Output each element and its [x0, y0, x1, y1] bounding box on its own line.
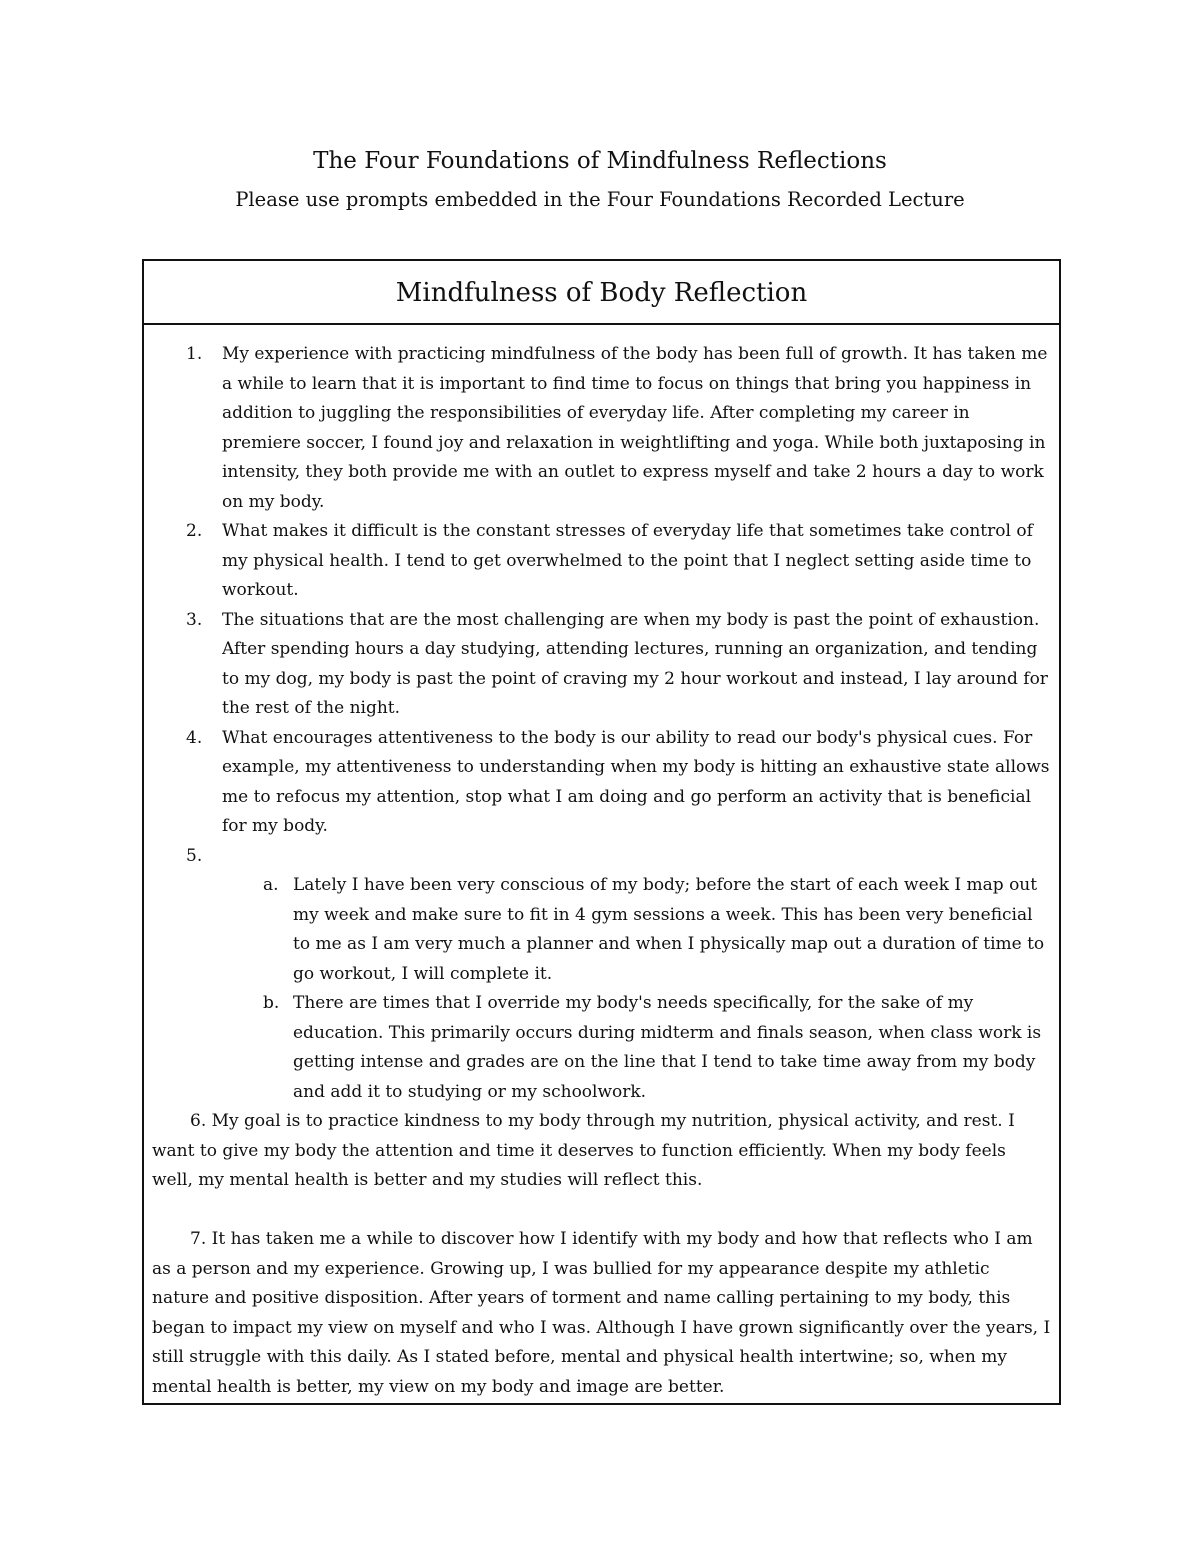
- sub-item-text: There are times that I override my body's needs specifically, for the sake of my education. This primarily occurs during midterm and finals season, when class work is getting intense and grades are on the line that I tend to take time away from my body and add it to studying or my schoolwork.: [293, 993, 1042, 1102]
- reflection-item-3: [152, 606, 1051, 724]
- item-number: 3.: [186, 609, 203, 630]
- item-number: 4.: [186, 727, 203, 748]
- item-text: My experience with practicing mindfulness of the body has been full of growth. It has taken me a while to learn that it is important to find time to focus on things that bring you happiness in addition to juggling the responsibilities of everyday life. After completing my career in premiere soccer, I found joy and relaxation in weightlifting and yoga. While both juxtaposing in intensity, they both provide me with an outlet to express myself and take 2 hours a day to work on my body.: [222, 344, 1048, 512]
- reflection-item-4: [152, 724, 1051, 842]
- document-subtitle: Please use prompts embedded in the Four Foundations Recorded Lecture: [235, 188, 965, 211]
- item-text: What makes it difficult is the constant stresses of everyday life that sometimes take control of my physical health. I tend to get overwhelmed to the point that I neglect setting aside time to workout.: [222, 521, 1033, 600]
- sub-item-b: [152, 989, 1051, 1107]
- sub-item-letter: b.: [263, 993, 280, 1013]
- sub-item-text: Lately I have been very conscious of my body; before the start of each week I map out my week and make sure to fit in 4 gym sessions a week. This has been very beneficial to me as I am very much a planner and when I physically map out a duration of time to go workout, I will complete it.: [293, 875, 1045, 984]
- reflection-item-2: [152, 517, 1051, 606]
- reflection-paragraph-7: 7. It has taken me a while to discover how I identify with my body and how that reflects who I am as a person and my experience. Growing up, I was bullied for my appearance despite my athletic nature and positive disposition. After years of torment and name calling pertaining to my body, this began to impact my view on myself and who I was. Although I have grown significantly over the years, I still struggle with this daily. As I stated before, mental and physical health intertwine; so, when my mental health is better, my view on my body and image are better.: [152, 1229, 1051, 1397]
- page-header: [0, 146, 1200, 214]
- paragraph-spacer: [152, 1196, 1051, 1226]
- reflection-item-1: [152, 340, 1051, 517]
- reflection-box: [142, 259, 1061, 1405]
- item-number: 1.: [186, 344, 203, 364]
- reflection-item-5: [152, 842, 1051, 872]
- item-text: What encourages attentiveness to the body is our ability to read our body's physical cues. For example, my attentiveness to understanding when my body is hitting an exhaustive state allows me to refocus my attention, stop what I am doing and go perform an activity that is beneficial for my body.: [222, 727, 1050, 836]
- section-heading: Mindfulness of Body Reflection: [144, 261, 1059, 325]
- sub-list: [152, 871, 1051, 1107]
- reflection-paragraph-6: 6. My goal is to practice kindness to my body through my nutrition, physical activity, and rest. I want to give my body the attention and time it deserves to function efficiently. When my body feels well, my mental health is better and my studies will reflect this.: [152, 1111, 1015, 1190]
- sub-item-letter: a.: [263, 875, 279, 895]
- item-text: The situations that are the most challenging are when my body is past the point of exhaustion. After spending hours a day studying, attending lectures, running an organization, and tending to my dog, my body is past the point of craving my 2 hour workout and instead, I lay around for the rest of the night.: [222, 609, 1048, 718]
- item-number: 2.: [186, 521, 203, 541]
- item-number: 5.: [186, 845, 203, 866]
- sub-item-a: [152, 871, 1051, 989]
- reflection-body: [144, 325, 1059, 1402]
- document-title: The Four Foundations of Mindfulness Reflections: [313, 148, 887, 174]
- reflection-list: [152, 340, 1051, 871]
